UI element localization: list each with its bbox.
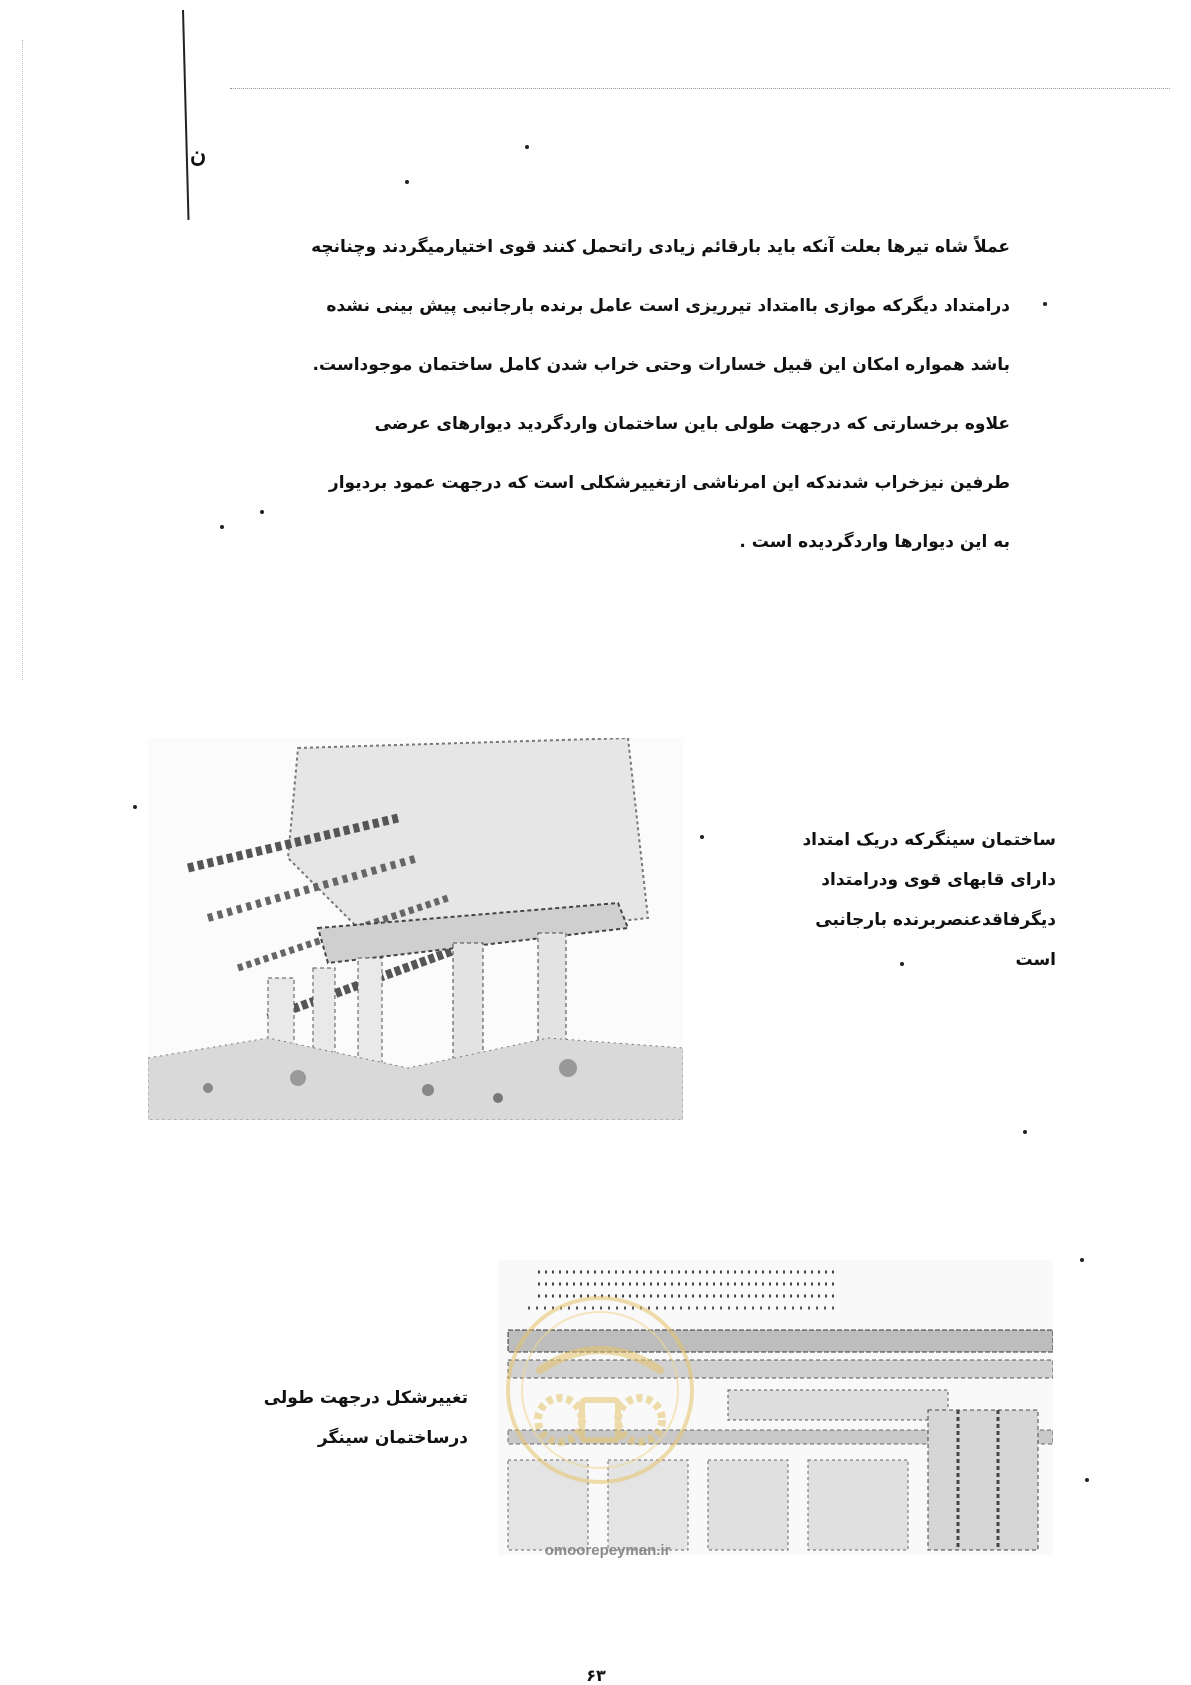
body-line: درامتداد دیگرکه موازی باامتداد تیرریزی است عامل برنده بارجانبی پیش بینی نشده — [326, 296, 1010, 316]
scan-speck — [700, 835, 704, 839]
body-line: طرفین نیزخراب شدندکه این امرناشی ازتغییرشکلی است که درجهت عمود بردیوار — [328, 473, 1010, 493]
caption-line: است — [1015, 950, 1056, 970]
scan-margin-line — [182, 10, 189, 220]
figure-2-caption — [172, 1378, 468, 1458]
body-line: باشد همواره امکان این قبیل خسارات وحتی خراب شدن کامل ساختمان موجوداست. — [312, 355, 1010, 375]
body-line: علاوه برخسارتی که درجهت طولی باین ساختمان واردگردید دیوارهای عرضی — [374, 414, 1010, 434]
body-paragraph — [170, 218, 1010, 572]
scan-speck — [1080, 1258, 1084, 1262]
caption-line: درساختمان سینگر — [317, 1428, 468, 1448]
caption-line: ساختمان سینگرکه دریک امتداد — [802, 830, 1056, 850]
page-number: ۶۳ — [586, 1666, 606, 1685]
scan-speck — [525, 145, 529, 149]
watermark-logo — [500, 1290, 700, 1490]
scan-speck — [133, 805, 137, 809]
caption-line: دارای قابهای قوی ودرامتداد — [821, 870, 1056, 890]
scan-left-edge — [22, 40, 23, 680]
figure-1-caption — [712, 820, 1056, 980]
scan-speck — [1023, 1130, 1027, 1134]
watermark-url: omoorepeyman.ir — [544, 1542, 671, 1559]
building-damage-photo — [148, 738, 683, 1120]
scan-speck — [1085, 1478, 1089, 1482]
caption-line: تغییرشکل درجهت طولی — [263, 1388, 468, 1408]
building-damage-drawing — [148, 738, 683, 1120]
corner-mark: ن — [190, 142, 207, 168]
scan-speck — [405, 180, 409, 184]
body-line: عملاً شاه تیرها بعلت آنکه باید بارقائم زیادی راتحمل کنند قوی اختیارمیگردند وچنانچه — [311, 237, 1010, 257]
caption-line: دیگرفاقدعنصربرنده بارجانبی — [815, 910, 1056, 930]
body-line: به این دیوارها واردگردیده است . — [739, 532, 1010, 552]
scan-dotted-edge — [230, 88, 1170, 89]
scan-speck — [1043, 302, 1047, 306]
